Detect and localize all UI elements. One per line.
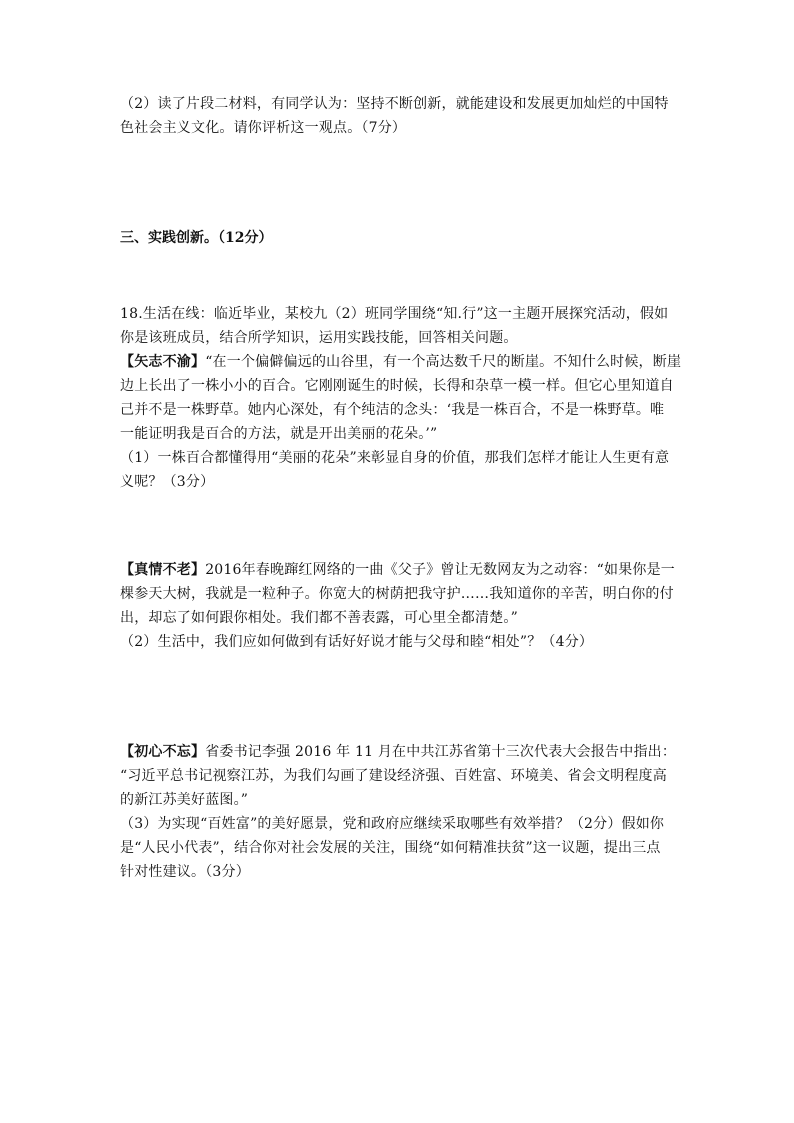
material-text: 省委书记李强 2016 年 11 月在中共江苏省第十三次代表大会报告中指出：: [205, 744, 677, 760]
text-line: 棵参天大树，我就是一粒种子。你宽大的树荫把我守护……我知道你的辛苦，明白你的付: [120, 586, 674, 602]
text-line: （2）读了片段二材料，有同学认为：坚持不断创新，就能建设和发展更加灿烂的中国特: [120, 96, 669, 112]
question-line: （3）为实现“百姓富”的美好愿景，党和政府应继续采取哪些有效举措？（2分）假如你: [120, 816, 665, 832]
material-tag: 【真情不老】: [120, 562, 206, 578]
text-line: 18.生活在线：临近毕业，某校九（2）班同学围绕“知.行”这一主题开展探究活动，假如: [120, 306, 669, 322]
question-line: 针对性建议。（3分）: [120, 864, 250, 880]
document-page: [120, 92, 680, 884]
question-line: 是“人民小代表”，结合你对社会发展的关注，围绕“如何精准扶贫”这一议题，提出三点: [120, 840, 661, 856]
text-line: 己并不是一株野草。她内心深处，有个纯洁的念头：‘我是一株百合，不是一株野草。唯: [120, 402, 665, 418]
text-line: 色社会主义文化。请你评析这一观点。（7分）: [120, 120, 407, 136]
question-line: （2）生活中，我们应如何做到有话好好说才能与父母和睦“相处”？（4分）: [120, 634, 594, 650]
material-text: 2016年春晚蹿红网络的一曲《父子》曾让无数网友为之动容：“如果你是一: [205, 562, 675, 578]
question-18-intro: [120, 302, 680, 350]
text-line: 出，却忘了如何跟你相处。我们都不善表露，可心里全都清楚。”: [120, 610, 518, 626]
question-line: 义呢？（3分）: [120, 474, 215, 490]
section-heading: 三、实践创新。（12分）: [120, 230, 273, 246]
question-2-prompt: [120, 92, 680, 140]
text-line: [120, 350, 680, 374]
text-line: “习近平总书记视察江苏，为我们勾画了建设经济强、百姓富、环境美、省会文明程度高: [120, 768, 667, 784]
text-line: 边上长出了一株小小的百合。它刚刚诞生的时候，长得和杂草一模一样。但它心里知道自: [120, 378, 674, 394]
material-tag: 【矢志不渝】: [120, 354, 206, 370]
material-part-1: [120, 350, 680, 494]
text-line: 你是该班成员，结合所学知识，运用实践技能，回答相关问题。: [120, 330, 518, 346]
question-line: （1）一株百合都懂得用“美丽的花朵”来彰显自身的价值，那我们怎样才能让人生更有意: [120, 450, 670, 466]
material-part-2: [120, 558, 680, 654]
text-line: [120, 558, 680, 582]
material-part-3: [120, 740, 680, 884]
text-line: 的新江苏美好蓝图。”: [120, 792, 249, 808]
text-line: [120, 740, 680, 764]
text-line: 一能证明我是百合的方法，就是开出美丽的花朵。’”: [120, 426, 438, 442]
material-tag: 【初心不忘】: [120, 744, 206, 760]
material-text: “在一个偏僻偏远的山谷里，有一个高达数千尺的断崖。不知什么时候，断崖: [205, 354, 682, 370]
